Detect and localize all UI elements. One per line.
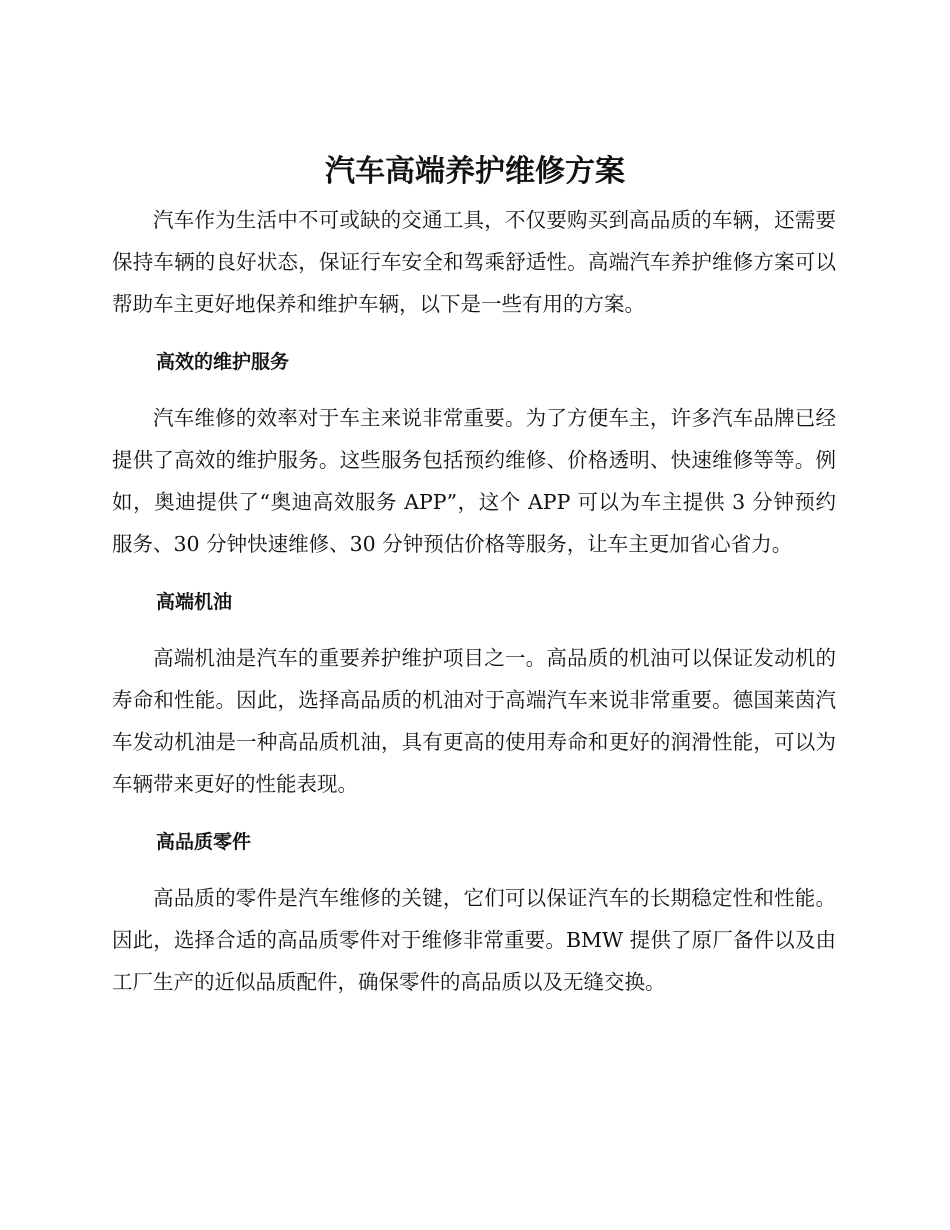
section-paragraph-efficient-service: 汽车维修的效率对于车主来说非常重要。为了方便车主，许多汽车品牌已经提供了高效的维护服务。这些服务包括预约维修、价格透明、快速维修等等。例如，奥迪提供了“奥迪高效服务 APP”，这个 APP 可以为车主提供 3 分钟预约服务、30 分钟快速维修、30 分钟预估价格等服务，让车主更加省心省力。 <box>112 406 836 556</box>
document-body <box>112 199 836 1003</box>
section-paragraph-quality-parts: 高品质的零件是汽车维修的关键，它们可以保证汽车的长期稳定性和性能。因此，选择合适的高品质零件对于维修非常重要。BMW 提供了原厂备件以及由工厂生产的近似品质配件，确保零件的高品质以及无缝交换。 <box>112 886 836 994</box>
section-heading-quality-parts: 高品质零件 <box>156 831 252 853</box>
section-paragraph-premium-oil: 高端机油是汽车的重要养护维护项目之一。高品质的机油可以保证发动机的寿命和性能。因此，选择高品质的机油对于高端汽车来说非常重要。德国莱茵汽车发动机油是一种高品质机油，具有更高的使用寿命和更好的润滑性能，可以为车辆带来更好的性能表现。 <box>112 646 836 796</box>
document-title: 汽车高端养护维修方案 <box>325 154 625 189</box>
intro-paragraph: 汽车作为生活中不可或缺的交通工具，不仅要购买到高品质的车辆，还需要保持车辆的良好状态，保证行车安全和驾乘舒适性。高端汽车养护维修方案可以帮助车主更好地保养和维护车辆，以下是一些有用的方案。 <box>112 208 836 316</box>
section-heading-premium-oil: 高端机油 <box>156 591 233 613</box>
section-heading-efficient-service: 高效的维护服务 <box>156 351 290 373</box>
